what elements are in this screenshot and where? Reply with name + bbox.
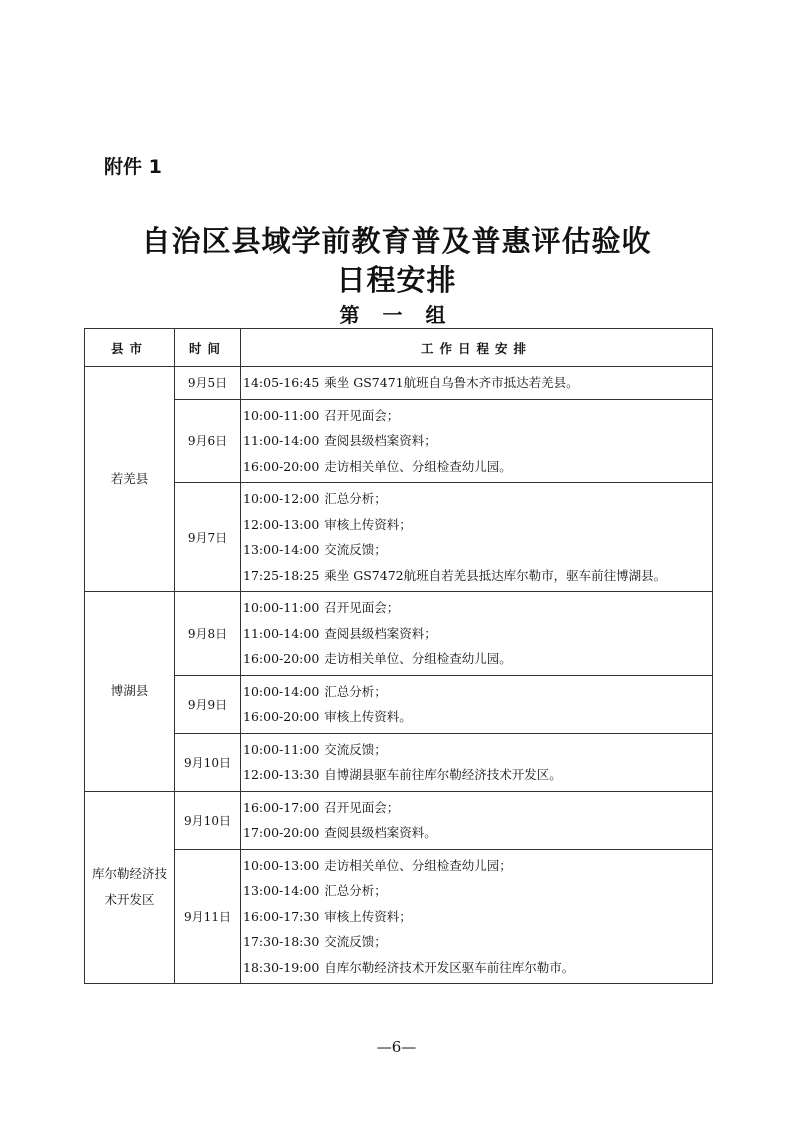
schedule-item [243,853,712,879]
schedule-time: 13:00-14:00 [243,542,320,557]
schedule-time: 18:30-19:00 [243,959,320,975]
schedule-item [243,820,712,846]
schedule-item [243,595,712,621]
schedule-cell [241,791,713,849]
schedule-item [243,795,712,821]
schedule-time: 10:00-14:00 [243,683,320,699]
schedule-cell [241,483,713,592]
schedule-item [243,904,712,930]
date-cell: 9月5日 [175,367,241,400]
table-row [85,849,713,984]
schedule-time: 16:00-20:00 [243,709,320,724]
schedule-time: 11:00-14:00 [243,433,320,448]
column-header-county: 县市 [85,329,175,367]
attachment-label: 附件 1 [104,156,162,178]
schedule-item [243,646,712,672]
schedule-item [243,563,712,589]
schedule-text: 乘坐 GS7471航班自乌鲁木齐市抵达若羌县。 [324,375,579,390]
date-cell: 9月10日 [175,733,241,791]
schedule-text: 交流反馈； [324,741,387,757]
county-cell: 库尔勒经济技术开发区 [85,791,175,984]
schedule-item [243,512,712,538]
schedule-item [243,428,712,454]
schedule-text: 审核上传资料； [324,516,412,532]
schedule-time: 10:00-11:00 [243,600,320,615]
schedule-time: 14:05-16:45 [243,375,320,390]
schedule-item [243,762,712,788]
document-subtitle: 日程安排 [336,263,457,297]
schedule-item [243,878,712,904]
schedule-time: 17:30-18:30 [243,934,320,949]
schedule-text: 汇总分析； [324,683,387,699]
group-heading: 第 一 组 [339,303,454,327]
schedule-time: 16:00-17:00 [243,799,320,815]
table-row [85,483,713,592]
date-cell: 9月10日 [175,791,241,849]
schedule-text: 自博湖县驱车前往库尔勒经济技术开发区。 [324,767,562,782]
schedule-text: 交流反馈； [324,542,387,557]
page-number: —6— [376,1038,417,1056]
schedule-cell [241,399,713,483]
column-header-schedule: 工作日程安排 [241,329,713,367]
schedule-time: 12:00-13:30 [243,767,320,782]
schedule-text: 审核上传资料； [324,908,412,924]
schedule-text: 审核上传资料。 [324,709,412,724]
schedule-time: 10:00-12:00 [243,491,320,506]
column-header-date: 时间 [175,329,241,367]
date-cell: 9月6日 [175,399,241,483]
schedule-text: 乘坐 GS7472航班自若羌县抵达库尔勒市，驱车前往博湖县。 [324,567,667,583]
schedule-time: 13:00-14:00 [243,883,320,898]
schedule-text: 自库尔勒经济技术开发区驱车前往库尔勒市。 [324,959,575,975]
table-row [85,733,713,791]
table-row [85,367,713,400]
table-header-row [85,329,713,367]
schedule-text: 查阅县级档案资料。 [324,825,437,840]
schedule-table [84,328,713,984]
schedule-time: 12:00-13:00 [243,516,320,532]
schedule-item [243,704,712,730]
schedule-item [243,679,712,705]
schedule-text: 查阅县级档案资料； [324,433,437,448]
schedule-time: 10:00-13:00 [243,857,320,873]
schedule-time: 11:00-14:00 [243,625,320,641]
schedule-text: 汇总分析； [324,491,387,506]
schedule-text: 召开见面会； [324,799,400,815]
schedule-text: 查阅县级档案资料； [324,625,437,641]
schedule-item [243,454,712,480]
schedule-item [243,537,712,563]
schedule-time: 16:00-17:30 [243,908,320,924]
schedule-text: 交流反馈； [324,934,387,949]
schedule-text: 走访相关单位、分组检查幼儿园。 [324,651,512,666]
schedule-time: 16:00-20:00 [243,458,320,474]
schedule-item [243,486,712,512]
schedule-body [85,367,713,984]
schedule-cell [241,733,713,791]
schedule-time: 16:00-20:00 [243,651,320,666]
date-cell: 9月7日 [175,483,241,592]
schedule-time: 17:25-18:25 [243,567,320,583]
table-row [85,675,713,733]
schedule-item [243,955,712,981]
schedule-time: 17:00-20:00 [243,825,320,840]
table-row [85,592,713,676]
date-cell: 9月9日 [175,675,241,733]
table-row [85,399,713,483]
schedule-text: 走访相关单位、分组检查幼儿园； [324,857,512,873]
document-title: 自治区县域学前教育普及普惠评估验收 [141,224,652,258]
schedule-cell [241,675,713,733]
schedule-item [243,621,712,647]
schedule-time: 10:00-11:00 [243,407,320,423]
schedule-cell [241,849,713,984]
date-cell: 9月8日 [175,592,241,676]
date-cell: 9月11日 [175,849,241,984]
schedule-text: 走访相关单位、分组检查幼儿园。 [324,458,512,474]
schedule-cell [241,592,713,676]
schedule-item [243,403,712,429]
schedule-text: 召开见面会； [324,407,400,423]
schedule-text: 汇总分析； [324,883,387,898]
schedule-time: 10:00-11:00 [243,741,320,757]
schedule-item [243,737,712,763]
county-cell: 博湖县 [85,592,175,792]
schedule-cell [241,367,713,400]
schedule-item [243,370,712,396]
schedule-text: 召开见面会； [324,600,400,615]
schedule-item [243,929,712,955]
table-row [85,791,713,849]
county-cell: 若羌县 [85,367,175,592]
